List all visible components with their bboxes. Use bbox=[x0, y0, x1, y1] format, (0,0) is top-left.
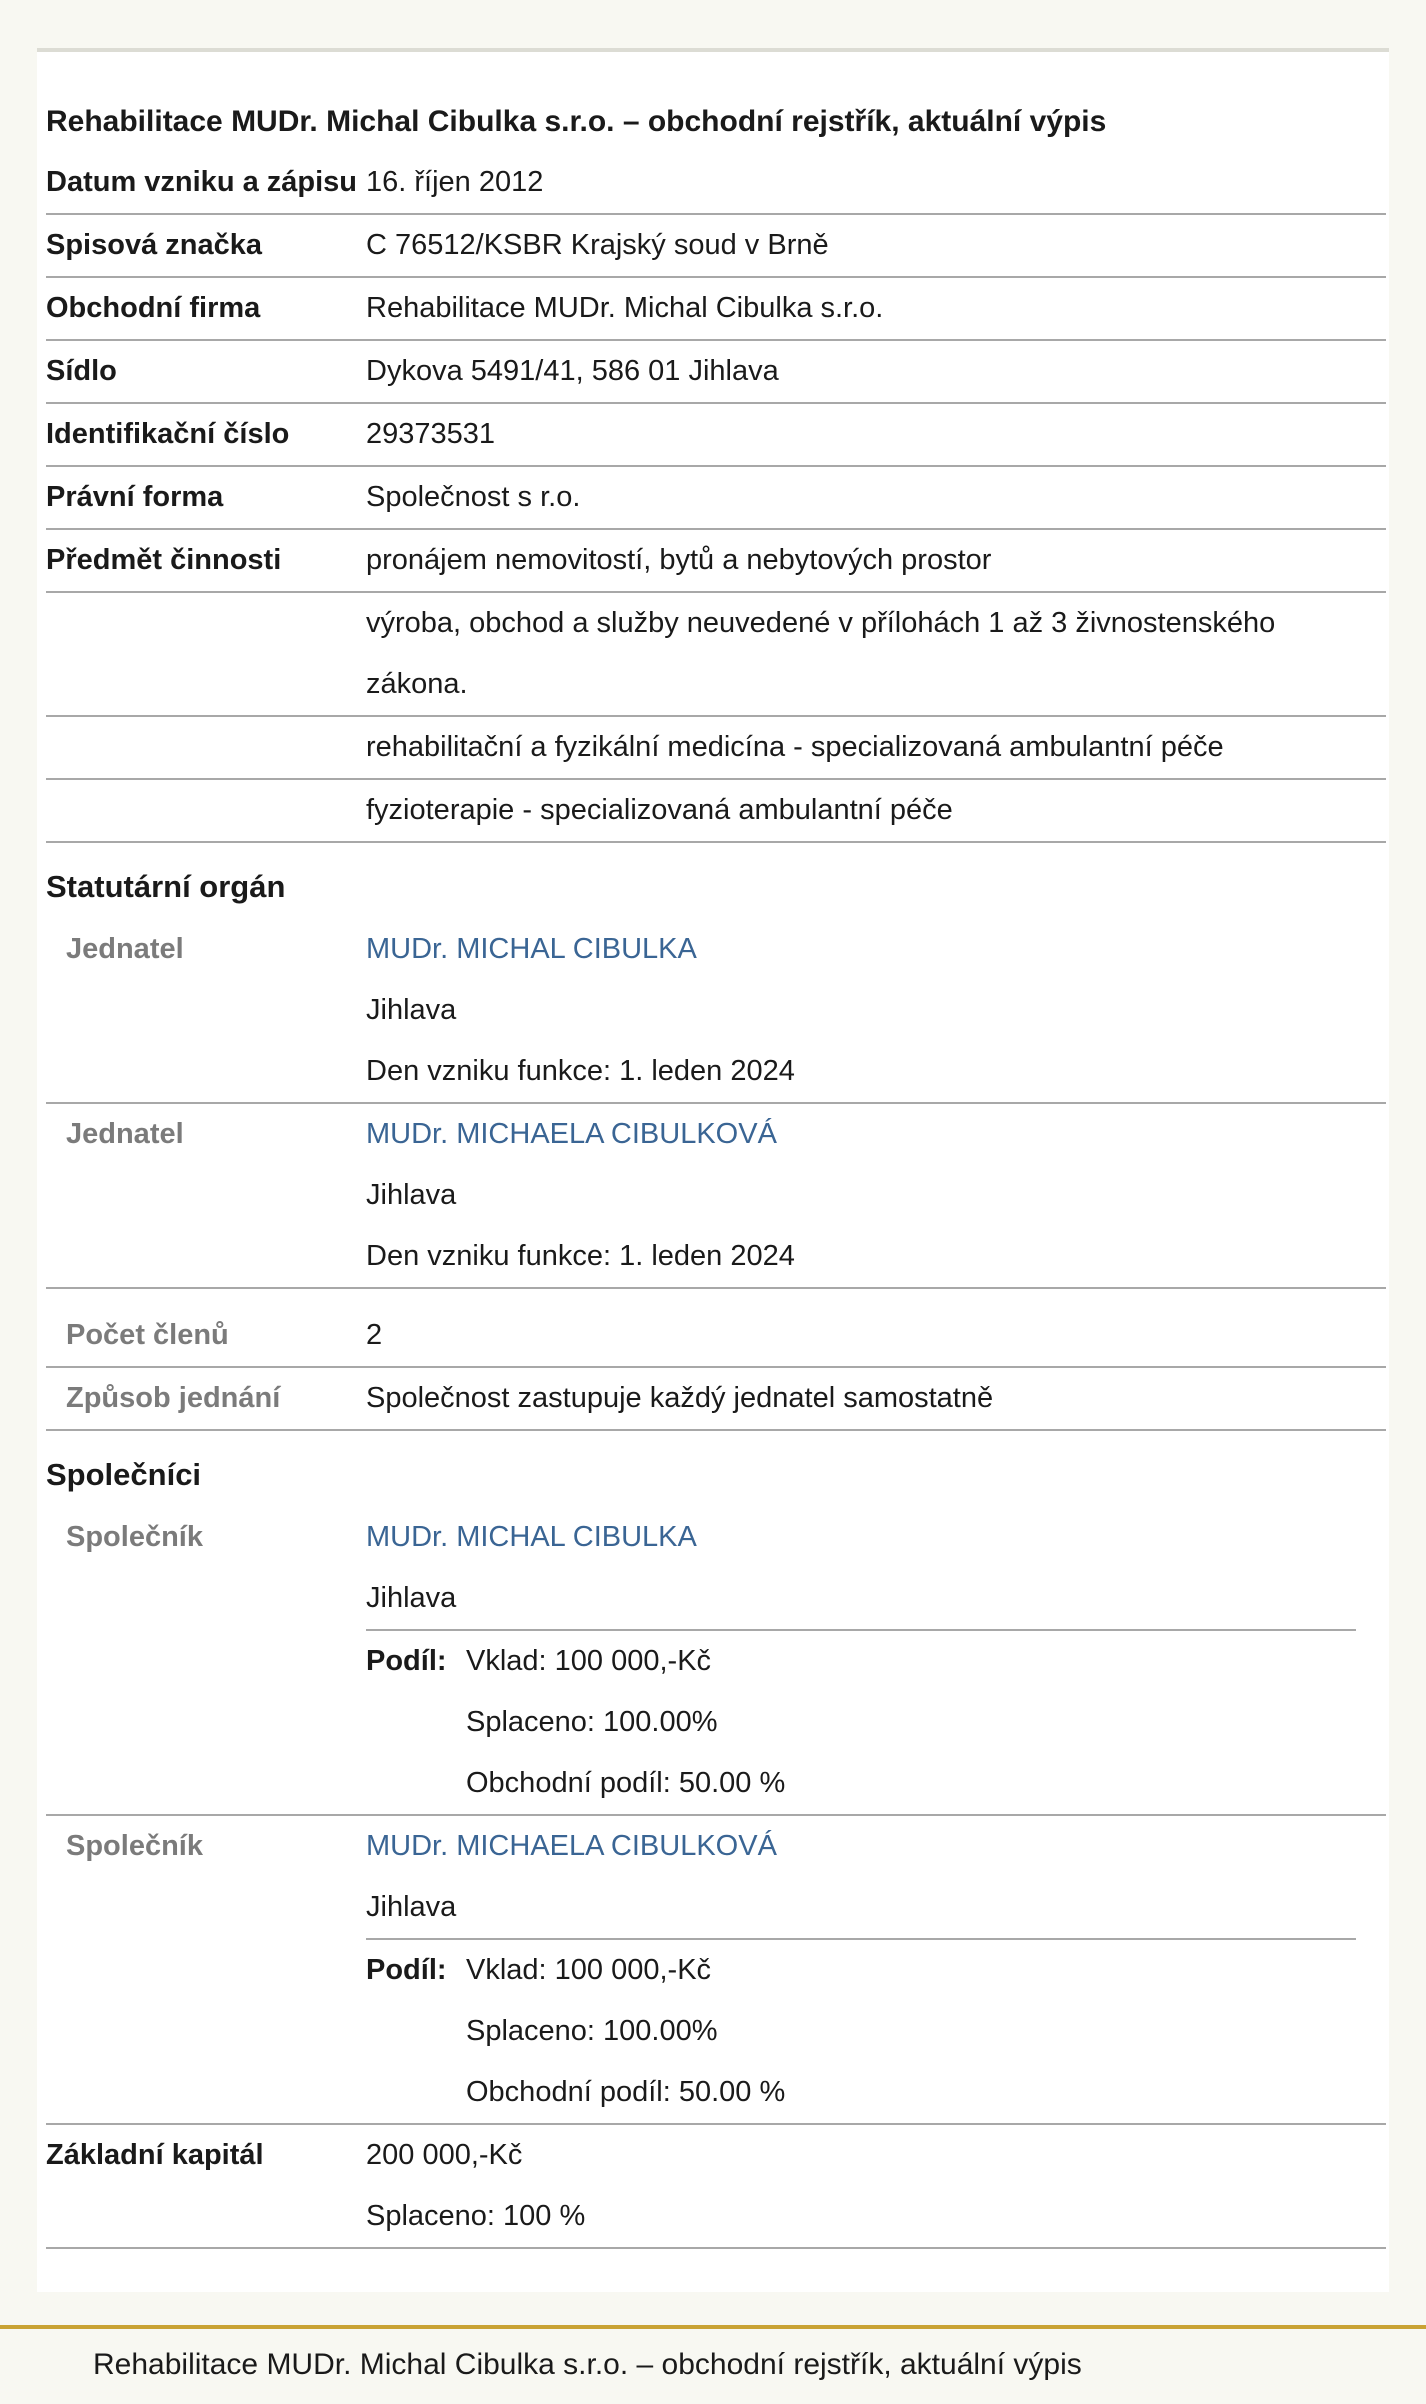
kapital-splaceno: Splaceno: 100 % bbox=[366, 2200, 586, 2232]
ico-value: 29373531 bbox=[366, 418, 496, 450]
row-firma bbox=[46, 278, 1386, 341]
jednatel-details bbox=[366, 1104, 1386, 1287]
jednatel-details bbox=[366, 919, 1386, 1102]
spolecnik-row bbox=[46, 1816, 1386, 2125]
spolecnik-city: Jihlava bbox=[366, 1582, 457, 1614]
podil-values bbox=[466, 1631, 785, 1814]
spolecnici-heading: Společníci bbox=[46, 1457, 202, 1492]
row-predmet-1 bbox=[46, 593, 1386, 717]
firma-value: Rehabilitace MUDr. Michal Cibulka s.r.o. bbox=[366, 292, 884, 324]
jednatel-label: Jednatel bbox=[66, 1118, 184, 1150]
predmet-item: fyzioterapie - specializovaná ambulantní péče bbox=[366, 794, 953, 826]
jednatel-name-link[interactable]: MUDr. MICHAELA CIBULKOVÁ bbox=[366, 1118, 777, 1150]
row-forma bbox=[46, 467, 1386, 530]
jednatel-label: Jednatel bbox=[66, 933, 184, 965]
row-ico bbox=[46, 404, 1386, 467]
podil-obchodni: Obchodní podíl: 50.00 % bbox=[466, 1767, 786, 1799]
jednatel-row bbox=[46, 1104, 1386, 1289]
spis-value: C 76512/KSBR Krajský soud v Brně bbox=[366, 229, 829, 261]
predmet-item: výroba, obchod a služby neuvedené v přílohách 1 až 3 živnostenského zákona. bbox=[366, 607, 1276, 700]
row-sidlo bbox=[46, 341, 1386, 404]
jednatel-name-link[interactable]: MUDr. MICHAL CIBULKA bbox=[366, 933, 697, 965]
predmet-empty-label bbox=[46, 780, 366, 841]
podil-values bbox=[466, 1940, 785, 2123]
row-spis bbox=[46, 215, 1386, 278]
pocet-row bbox=[46, 1289, 1386, 1368]
kapital-value: 200 000,-Kč bbox=[366, 2139, 523, 2171]
firma-label: Obchodní firma bbox=[46, 292, 261, 324]
kapital-row bbox=[46, 2125, 1386, 2249]
spolecnik-name-link[interactable]: MUDr. MICHAELA CIBULKOVÁ bbox=[366, 1830, 777, 1862]
podil-splaceno: Splaceno: 100.00% bbox=[466, 2015, 718, 2047]
row-datum bbox=[46, 152, 1386, 215]
zpusob-label: Způsob jednání bbox=[66, 1382, 281, 1414]
predmet-empty-label bbox=[46, 593, 366, 715]
podil-obchodni: Obchodní podíl: 50.00 % bbox=[466, 2076, 786, 2108]
ico-label: Identifikační číslo bbox=[46, 418, 290, 450]
pocet-value: 2 bbox=[366, 1319, 383, 1351]
podil-splaceno: Splaceno: 100.00% bbox=[466, 1706, 718, 1738]
podil-label: Podíl: bbox=[366, 1954, 447, 1986]
zpusob-row bbox=[46, 1368, 1386, 1431]
spolecnik-details bbox=[366, 1816, 1386, 2123]
sidlo-label: Sídlo bbox=[46, 355, 117, 387]
zpusob-value: Společnost zastupuje každý jednatel samostatně bbox=[366, 1382, 994, 1414]
page-footer bbox=[0, 2325, 1426, 2404]
sidlo-value: Dykova 5491/41, 586 01 Jihlava bbox=[366, 355, 779, 387]
spis-label: Spisová značka bbox=[46, 229, 262, 261]
spolecnik-city: Jihlava bbox=[366, 1891, 457, 1923]
row-predmet-3 bbox=[46, 780, 1386, 843]
pocet-label: Počet členů bbox=[66, 1319, 229, 1351]
jednatel-city: Jihlava bbox=[366, 1179, 457, 1211]
row-predmet-2 bbox=[46, 717, 1386, 780]
forma-label: Právní forma bbox=[46, 481, 224, 513]
podil-block bbox=[366, 1940, 1386, 2123]
kapital-label: Základní kapitál bbox=[46, 2139, 264, 2171]
podil-block bbox=[366, 1631, 1386, 1814]
row-predmet-0 bbox=[46, 530, 1386, 593]
page-title: Rehabilitace MUDr. Michal Cibulka s.r.o. – obchodní rejstřík, aktuální výpis bbox=[46, 105, 1107, 138]
predmet-item: rehabilitační a fyzikální medicína - specializovaná ambulantní péče bbox=[366, 731, 1224, 763]
spolecnik-row bbox=[46, 1507, 1386, 1816]
register-content bbox=[46, 52, 1386, 2249]
podil-vklad: Vklad: 100 000,-Kč bbox=[466, 1954, 712, 1986]
jednatel-city: Jihlava bbox=[366, 994, 457, 1026]
datum-label: Datum vzniku a zápisu bbox=[46, 166, 358, 198]
kapital-details bbox=[366, 2125, 1386, 2247]
podil-vklad: Vklad: 100 000,-Kč bbox=[466, 1645, 712, 1677]
jednatel-since: Den vzniku funkce: 1. leden 2024 bbox=[366, 1055, 795, 1087]
datum-value: 16. říjen 2012 bbox=[366, 166, 544, 198]
predmet-empty-label bbox=[46, 717, 366, 778]
spolecnik-label: Společník bbox=[66, 1830, 203, 1862]
register-card bbox=[37, 48, 1389, 2292]
spolecnik-details bbox=[366, 1507, 1386, 1814]
podil-label: Podíl: bbox=[366, 1645, 447, 1677]
footer-text: Rehabilitace MUDr. Michal Cibulka s.r.o. – obchodní rejstřík, aktuální výpis bbox=[93, 2348, 1082, 2381]
predmet-label: Předmět činnosti bbox=[46, 544, 282, 576]
statutar-heading: Statutární orgán bbox=[46, 869, 286, 904]
forma-value: Společnost s r.o. bbox=[366, 481, 581, 513]
predmet-item: pronájem nemovitostí, bytů a nebytových prostor bbox=[366, 544, 992, 576]
jednatel-since: Den vzniku funkce: 1. leden 2024 bbox=[366, 1240, 795, 1272]
spolecnik-name-link[interactable]: MUDr. MICHAL CIBULKA bbox=[366, 1521, 697, 1553]
jednatel-row bbox=[46, 919, 1386, 1104]
spolecnik-label: Společník bbox=[66, 1521, 203, 1553]
